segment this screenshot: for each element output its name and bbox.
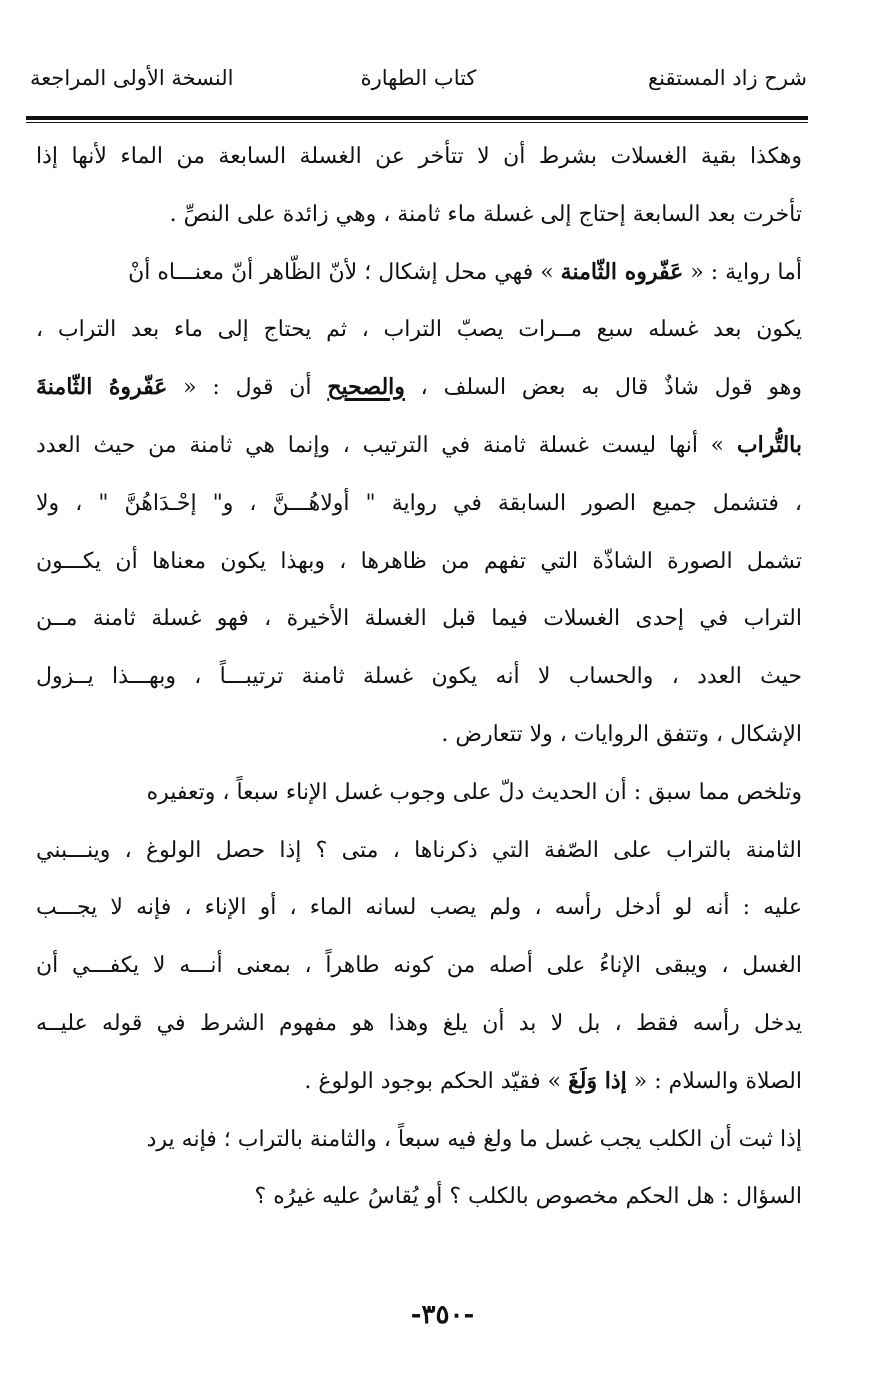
text-line: وتلخص مما سبق : أن الحديث دلّ على وجوب غسل الإناء سبعاً ، وتعفيره (146, 779, 802, 805)
text-line: حيث العدد ، والحساب لا أنه يكون غسلة ثامنة ترتيبـــاً ، وبهـــذا يــزول (36, 664, 802, 690)
text-line: يكون بعد غسله سبع مــرات يصبّ التراب ، ثم يحتاج إلى ماء بعد التراب ، (36, 317, 802, 343)
text-line: ، فتشمل جميع الصور السابقة في رواية " أولاهُـــنَّ ، و" إحْـدَاهُنَّ " ، ولا (36, 490, 802, 516)
text-line: تأخرت بعد السابعة إحتاج إلى غسلة ماء ثامنة ، وهي زائدة على النصِّ . (169, 201, 802, 227)
header-edition-note: النسخة الأولى المراجعة (30, 66, 234, 90)
page-number: -٣٥٠- (410, 1300, 475, 1330)
text-line: الإشكال ، وتتفق الروايات ، ولا تتعارض . (441, 721, 802, 747)
text-line: أما رواية : « عَفّروه الثّامنة » فهي محل إشكال ؛ لأنّ الظّاهر أنّ معنـــاه أنْ (128, 258, 802, 285)
text-line: الثامنة بالتراب على الصّفة التي ذكرناها ، متى ؟ إذا حصل الولوغ ، وينـــبني (36, 837, 802, 863)
text-line: عليه : أنه لو أدخل رأسه ، ولم يصب لسانه الماء ، أو الإناء ، فإنه لا يجـــب (36, 895, 802, 921)
emphasis-underlined: والصحيح (327, 374, 405, 401)
hadith-quote: إذا وَلَغَ (568, 1067, 627, 1094)
text-line: وهو قول شاذٌ قال به بعض السلف ، والصحيح أن قول : « عَفّروهُ الثّامنةَ (36, 374, 802, 401)
header-chapter-title: كتاب الطهارة (360, 66, 477, 90)
text-line: بالتُّراب » أنها ليست غسلة ثامنة في الترتيب ، وإنما هي ثامنة من حيث العدد (36, 431, 802, 458)
text-line: السؤال : هل الحكم مخصوص بالكلب ؟ أو يُقاسُ عليه غيرُه ؟ (254, 1184, 802, 1210)
header-rule-thin (26, 122, 808, 123)
header-book-title: شرح زاد المستقنع (648, 66, 807, 90)
text-line: إذا ثبت أن الكلب يجب غسل ما ولغ فيه سبعاً ، والثامنة بالتراب ؛ فإنه يرد (146, 1126, 802, 1152)
body-text (36, 128, 802, 1226)
running-header (30, 66, 807, 106)
hadith-quote: بالتُّراب (736, 431, 802, 458)
text-line: وهكذا بقية الغسلات بشرط أن لا تتأخر عن الغسلة السابعة من الماء لأنها إذا (36, 144, 802, 169)
text-line: تشمل الصورة الشاذّة التي تفهم من ظاهرها ، وبهذا يكون معناها أن يكـــون (36, 548, 802, 574)
text-line: الصلاة والسلام : « إذا وَلَغَ » فقيّد الحكم بوجود الولوغ . (304, 1067, 802, 1094)
hadith-quote: عَفّروهُ الثّامنةَ (36, 374, 168, 401)
text-line: التراب في إحدى الغسلات فيما قبل الغسلة الأخيرة ، فهو غسلة ثامنة مــن (36, 606, 802, 632)
text-line: الغسل ، ويبقى الإناءُ على أصله من كونه طاهراً ، بمعنى أنـــه لا يكفـــي أن (36, 953, 802, 979)
text-line: يدخل رأسه فقط ، بل لا بد أن يلغ وهذا هو مفهوم الشرط في قوله عليــه (36, 1010, 802, 1036)
header-rule-thick (26, 116, 808, 120)
hadith-quote: عَفّروه الثّامنة (560, 258, 684, 285)
